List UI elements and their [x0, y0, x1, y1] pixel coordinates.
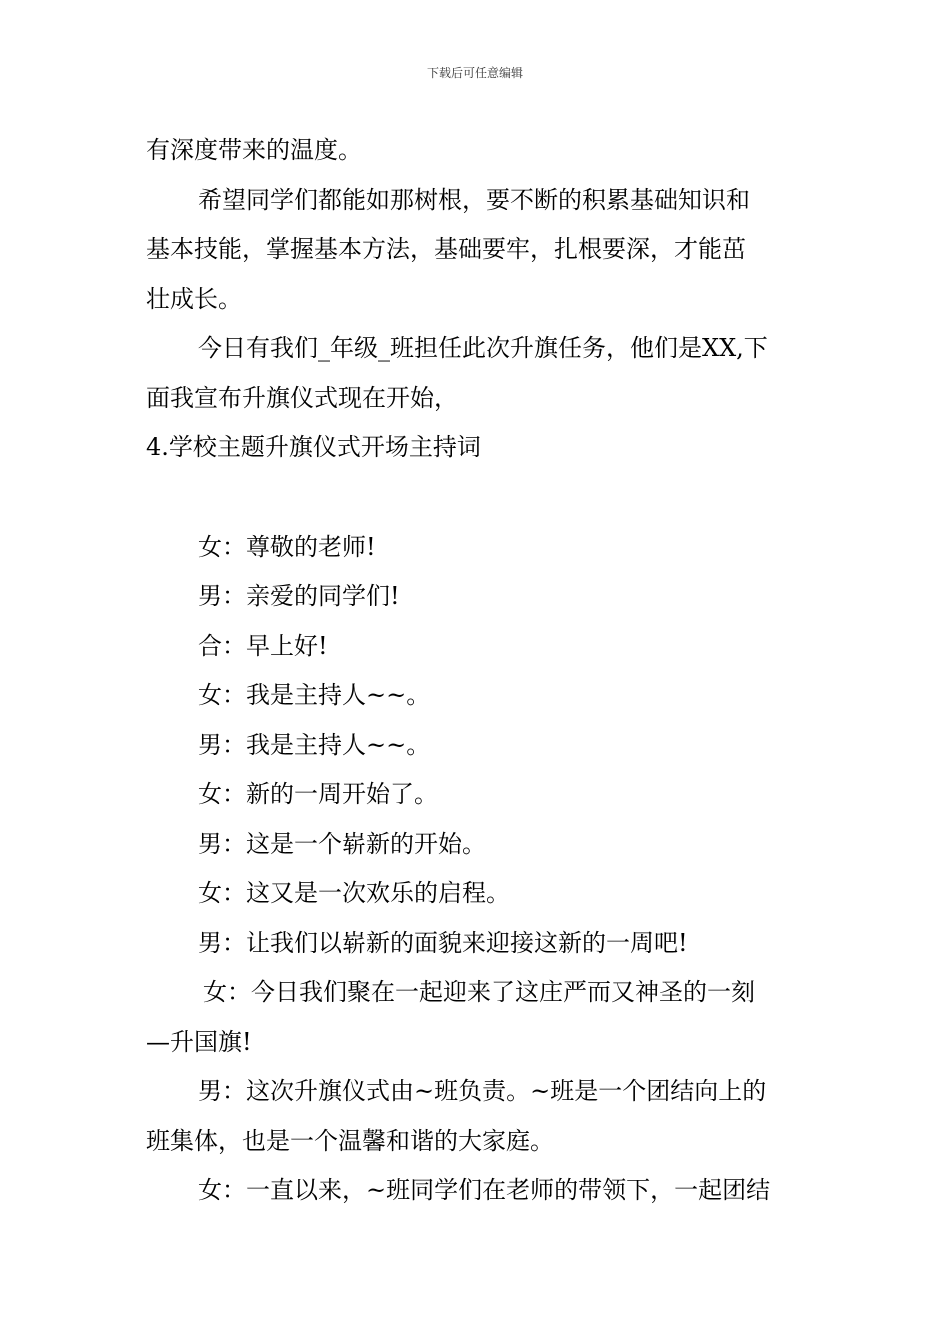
dialogue-line: 男：让我们以崭新的面貌来迎接这新的一周吧!: [198, 928, 688, 957]
dialogue-line: 女：一直以来，~班同学们在老师的带领下，一起团结: [198, 1176, 771, 1204]
dialogue-line: 合：早上好!: [198, 631, 328, 660]
paragraph-line: 希望同学们都能如那树根，要不断的积累基础知识和: [198, 185, 750, 214]
dialogue-line: 女：我是主持人~~。: [198, 681, 431, 709]
paragraph-line: 基本技能，掌握基本方法，基础要牢，扎根要深，才能茁: [146, 235, 746, 263]
blank-line: [146, 473, 808, 523]
page-header-note: 下载后可任意编辑: [426, 66, 523, 80]
paragraph-line: 有深度带来的温度。: [146, 136, 362, 164]
dialogue-line: 男：这是一个崭新的开始。: [198, 829, 486, 858]
paragraph-line: 面我宣布升旗仪式现在开始，: [146, 383, 458, 412]
dialogue-line: 男：这次升旗仪式由~班负责。~班是一个团结向上的: [198, 1077, 767, 1105]
paragraph-line: 今日有我们_年级_班担任此次升旗任务，他们是XX,下: [198, 334, 768, 362]
paragraph-line: 壮成长。: [146, 284, 242, 313]
dialogue-line: 女：今日我们聚在一起迎来了这庄严而又神圣的一刻: [203, 978, 755, 1006]
dialogue-line: 女：尊敬的老师!: [198, 532, 376, 561]
dialogue-line: 男：我是主持人~~。: [198, 730, 431, 759]
dialogue-line: 女：这又是一次欢乐的启程。: [198, 879, 510, 907]
section-heading: 4.学校主题升旗仪式开场主持词: [146, 433, 481, 461]
dialogue-line: 班集体，也是一个温馨和谐的大家庭。: [146, 1126, 554, 1155]
dialogue-line: —升国旗!: [146, 1027, 252, 1056]
dialogue-line: 男：亲爱的同学们!: [198, 582, 400, 610]
document-body: [146, 126, 808, 1216]
dialogue-line: 女：新的一周开始了。: [198, 780, 438, 808]
